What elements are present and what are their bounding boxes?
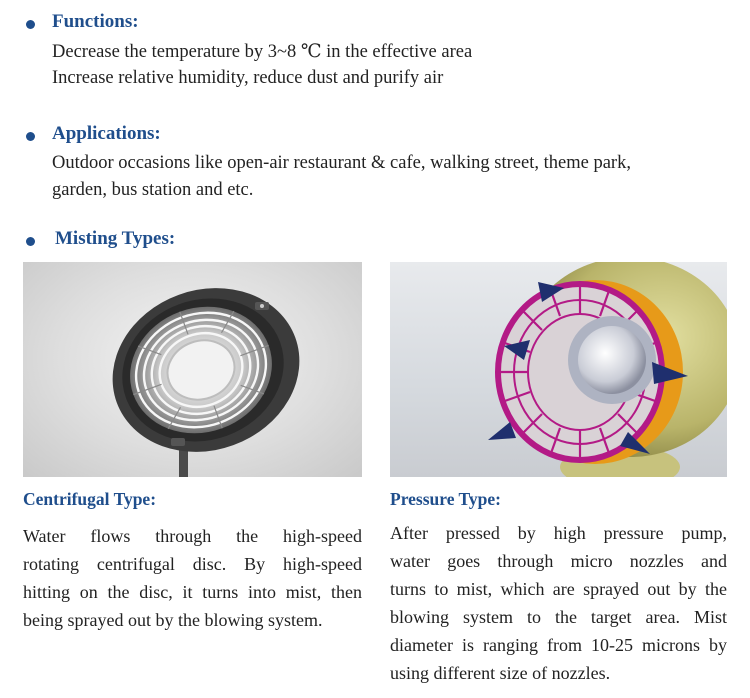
- description-line: diameter is ranging from 10-25 microns by: [390, 635, 727, 655]
- description-line: water goes through micro nozzles and: [390, 551, 727, 571]
- centrifugal-type-heading: Centrifugal Type:: [23, 489, 157, 509]
- bullet-icon: [26, 132, 35, 141]
- applications-line: Outdoor occasions like open-air restaurant & cafe, walking street, theme park,: [52, 153, 631, 173]
- misting-types-heading: Misting Types:: [55, 228, 176, 249]
- functions-line: Increase relative humidity, reduce dust and purify air: [52, 68, 444, 88]
- description-line: Water flows through the high-speed: [23, 526, 362, 546]
- description-line: hitting on the disc, it turns into mist, then: [23, 582, 362, 602]
- functions-line: Decrease the temperature by 3~8 ℃ in the effective area: [52, 42, 473, 62]
- description-line: rotating centrifugal disc. By high-speed: [23, 554, 362, 574]
- description-line: blowing system to the target area. Mist: [390, 607, 727, 627]
- description-line: After pressed by high pressure pump,: [390, 523, 727, 543]
- pressure-description: [390, 519, 727, 687]
- description-line: using different size of nozzles.: [390, 663, 611, 683]
- functions-heading: Functions:: [52, 11, 139, 32]
- bullet-icon: [26, 20, 35, 29]
- centrifugal-description: [23, 522, 362, 634]
- pressure-fan-image: [390, 262, 727, 477]
- bullet-icon: [26, 237, 35, 246]
- pressure-type-heading: Pressure Type:: [390, 489, 501, 509]
- centrifugal-disc-image: [23, 262, 362, 477]
- applications-line: garden, bus station and etc.: [52, 180, 254, 200]
- description-line: being sprayed out by the blowing system.: [23, 610, 323, 630]
- description-line: turns to mist, which are sprayed out by the: [390, 579, 727, 599]
- applications-heading: Applications:: [52, 123, 161, 144]
